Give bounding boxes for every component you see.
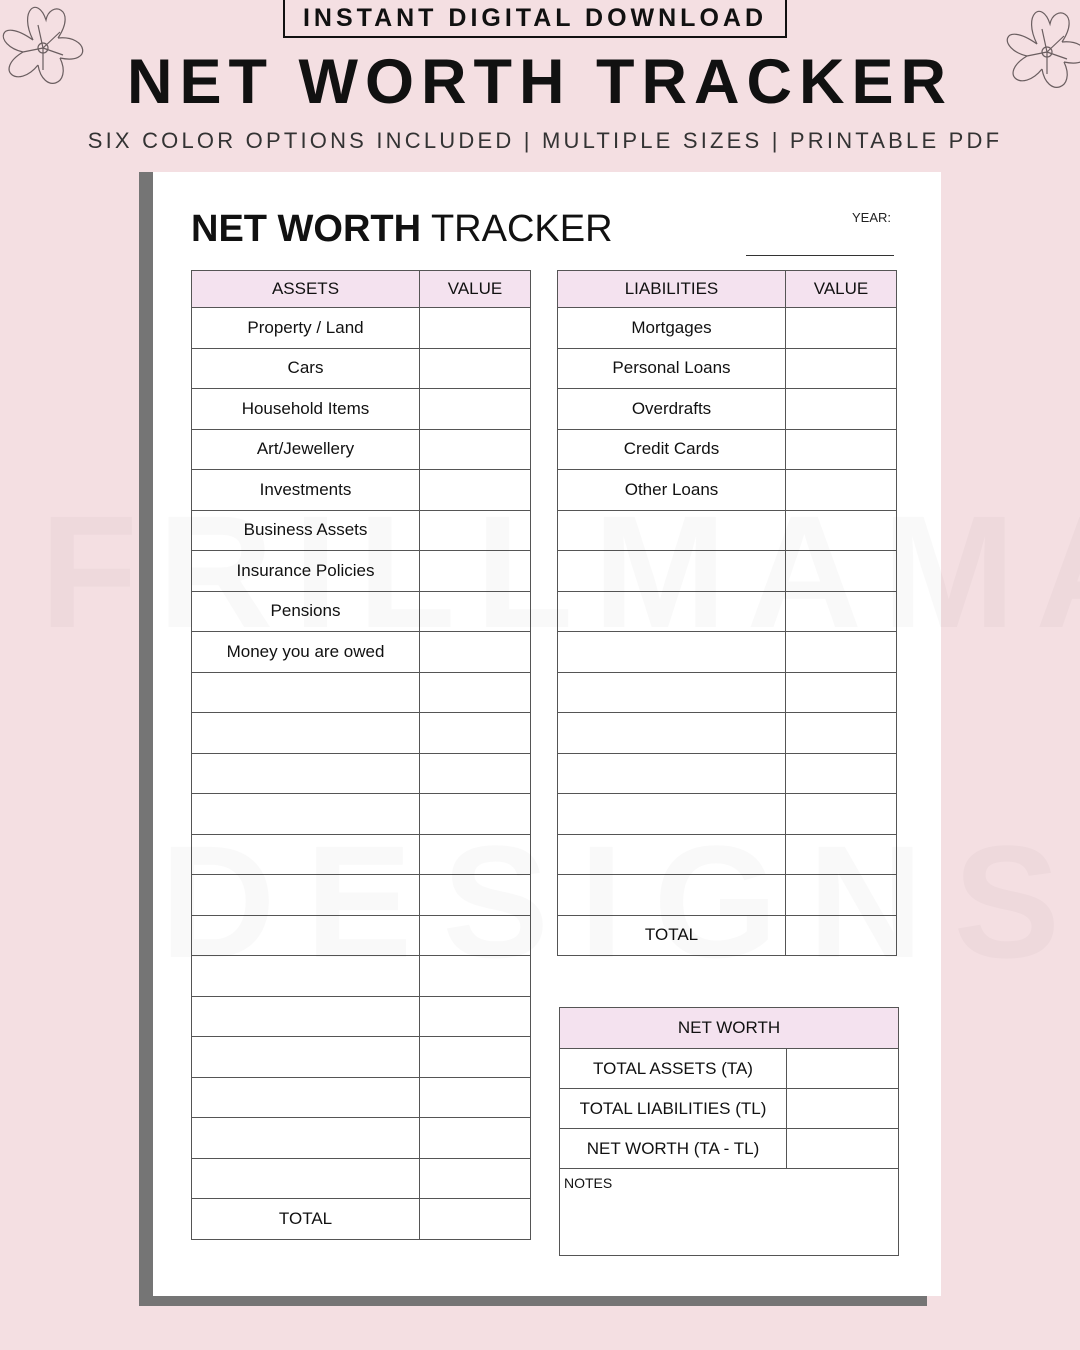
liabilities-value-cell[interactable] [786,672,897,713]
assets-value-cell[interactable] [420,429,531,470]
net-worth-header: NET WORTH [560,1008,899,1049]
table-row [558,632,897,673]
liabilities-value-cell[interactable] [786,713,897,754]
assets-value-cell[interactable] [420,753,531,794]
assets-value-cell[interactable] [420,1077,531,1118]
table-row [558,510,897,551]
assets-value-cell[interactable] [420,956,531,997]
liabilities-value-cell[interactable] [786,834,897,875]
table-row [560,1089,899,1129]
net-worth-label: NET WORTH (TA - TL) [560,1129,787,1169]
liabilities-total-label: TOTAL [558,915,786,956]
assets-value-cell[interactable] [420,591,531,632]
table-row [192,956,531,997]
sheet-title [191,208,613,251]
table-row [192,1158,531,1199]
assets-value-cell[interactable] [420,1037,531,1078]
table-row [192,1037,531,1078]
liabilities-table [557,270,897,956]
sheet-title-light: TRACKER [430,208,613,250]
table-row [560,1049,899,1089]
assets-header: ASSETS [192,271,420,308]
table-row [558,591,897,632]
total-assets-value-cell[interactable] [787,1049,899,1089]
assets-value-cell[interactable] [420,1118,531,1159]
assets-item-label[interactable] [192,956,420,997]
assets-item-label[interactable] [192,794,420,835]
net-worth-value-cell[interactable] [787,1129,899,1169]
table-row [192,591,531,632]
assets-item-label[interactable] [192,834,420,875]
liabilities-item-label[interactable] [558,834,786,875]
page-title: NET WORTH TRACKER [127,47,953,117]
assets-value-cell[interactable] [420,713,531,754]
liabilities-item-label[interactable] [558,591,786,632]
assets-item-label[interactable] [192,672,420,713]
total-assets-label: TOTAL ASSETS (TA) [560,1049,787,1089]
assets-item-label: Art/Jewellery [192,429,420,470]
table-row [192,632,531,673]
table-row [558,672,897,713]
liabilities-value-cell[interactable] [786,551,897,592]
assets-total-label: TOTAL [192,1199,420,1240]
liabilities-item-label[interactable] [558,672,786,713]
assets-item-label: Insurance Policies [192,551,420,592]
assets-item-label[interactable] [192,713,420,754]
liabilities-value-cell[interactable] [786,753,897,794]
assets-item-label[interactable] [192,915,420,956]
table-row [558,389,897,430]
instant-download-banner: INSTANT DIGITAL DOWNLOAD [283,0,787,38]
table-row [192,348,531,389]
assets-value-cell[interactable] [420,308,531,349]
liabilities-value-cell[interactable] [786,389,897,430]
table-row [192,915,531,956]
assets-item-label[interactable] [192,1158,420,1199]
assets-item-label[interactable] [192,875,420,916]
table-row [192,753,531,794]
table-row [558,794,897,835]
table-row [192,1118,531,1159]
table-row [558,713,897,754]
table-row [558,429,897,470]
assets-value-cell[interactable] [420,915,531,956]
assets-item-label: Property / Land [192,308,420,349]
assets-item-label: Investments [192,470,420,511]
liabilities-value-cell[interactable] [786,875,897,916]
assets-total-value-cell[interactable] [420,1199,531,1240]
assets-value-cell[interactable] [420,348,531,389]
table-row [558,875,897,916]
assets-value-cell[interactable] [420,794,531,835]
assets-value-cell[interactable] [420,389,531,430]
assets-item-label: Money you are owed [192,632,420,673]
table-row [192,875,531,916]
table-row [192,308,531,349]
table-row [192,470,531,511]
total-liabilities-label: TOTAL LIABILITIES (TL) [560,1089,787,1129]
liabilities-item-label[interactable] [558,875,786,916]
liabilities-value-cell[interactable] [786,470,897,511]
table-row [192,389,531,430]
assets-item-label: Pensions [192,591,420,632]
assets-value-cell[interactable] [420,996,531,1037]
total-liabilities-value-cell[interactable] [787,1089,899,1129]
assets-item-label[interactable] [192,1077,420,1118]
assets-table [191,270,531,1240]
liabilities-item-label[interactable] [558,713,786,754]
assets-item-label: Cars [192,348,420,389]
sheet-title-bold: NET WORTH [191,208,422,250]
liabilities-header: LIABILITIES [558,271,786,308]
table-row [558,308,897,349]
table-row [560,1129,899,1169]
net-worth-header-row [560,1008,899,1049]
table-row [192,510,531,551]
assets-item-label: Business Assets [192,510,420,551]
liabilities-value-cell[interactable] [786,591,897,632]
liabilities-value-cell[interactable] [786,794,897,835]
product-subtitle: SIX COLOR OPTIONS INCLUDED | MULTIPLE SIZES | PRINTABLE PDF [87,128,1003,153]
table-row [192,794,531,835]
table-row [192,713,531,754]
liabilities-value-cell[interactable] [786,308,897,349]
assets-value-cell[interactable] [420,632,531,673]
assets-value-cell[interactable] [420,875,531,916]
table-row [558,753,897,794]
assets-value-cell[interactable] [420,470,531,511]
assets-item-label: Household Items [192,389,420,430]
table-row [558,551,897,592]
assets-value-cell[interactable] [420,510,531,551]
year-write-line [746,255,894,256]
assets-item-label[interactable] [192,996,420,1037]
net-worth-table [559,1007,899,1256]
liabilities-total-row [558,915,897,956]
assets-value-cell[interactable] [420,551,531,592]
assets-value-cell[interactable] [420,1158,531,1199]
liabilities-value-header: VALUE [786,271,897,308]
assets-header-row [192,271,531,308]
assets-item-label[interactable] [192,753,420,794]
liabilities-item-label[interactable] [558,551,786,592]
liabilities-item-label: Personal Loans [558,348,786,389]
liabilities-item-label[interactable] [558,794,786,835]
table-row [192,551,531,592]
liabilities-value-cell[interactable] [786,632,897,673]
assets-value-cell[interactable] [420,834,531,875]
table-row [558,470,897,511]
liabilities-value-cell[interactable] [786,429,897,470]
table-row [192,1077,531,1118]
assets-total-row [192,1199,531,1240]
liabilities-item-label[interactable] [558,753,786,794]
notes-area[interactable]: NOTES [560,1169,899,1256]
liabilities-header-row [558,271,897,308]
liabilities-item-label: Credit Cards [558,429,786,470]
liabilities-item-label: Overdrafts [558,389,786,430]
table-row [192,996,531,1037]
liabilities-item-label[interactable] [558,510,786,551]
table-row [558,834,897,875]
notes-row [560,1169,899,1256]
liabilities-item-label: Mortgages [558,308,786,349]
assets-value-header: VALUE [420,271,531,308]
assets-item-label[interactable] [192,1037,420,1078]
year-label: YEAR: [852,210,892,225]
table-row [192,834,531,875]
liabilities-value-cell[interactable] [786,348,897,389]
table-row [192,429,531,470]
assets-value-cell[interactable] [420,672,531,713]
liabilities-value-cell[interactable] [786,510,897,551]
liabilities-total-value-cell[interactable] [786,915,897,956]
liabilities-item-label[interactable] [558,632,786,673]
table-row [192,672,531,713]
liabilities-item-label: Other Loans [558,470,786,511]
assets-item-label[interactable] [192,1118,420,1159]
table-row [558,348,897,389]
